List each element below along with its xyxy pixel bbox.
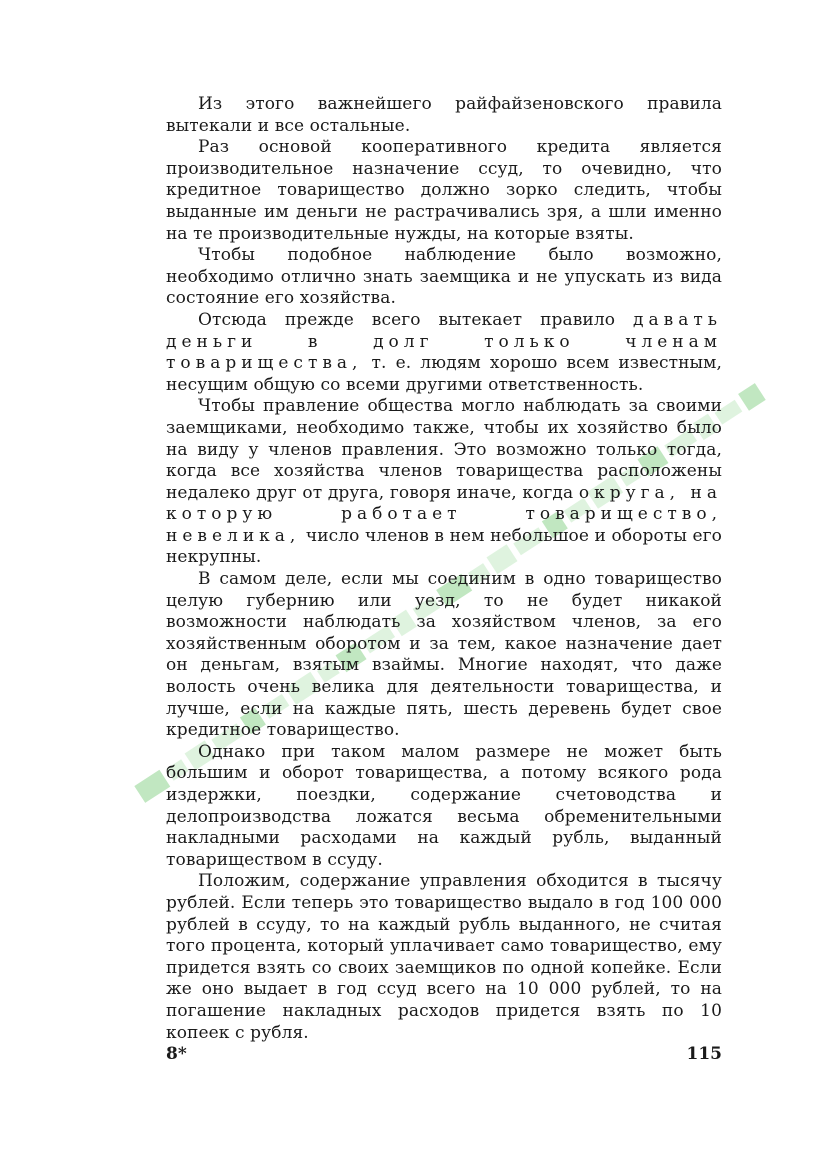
paragraph-5 (166, 396, 722, 569)
paragraph-5-text: Чтобы правление общества могло наблюдать за своими заемщиками, необходимо также, чтобы их хозяйство было на виду у членов правления. Это возможно только тогда, когда все хозяйства членов товарищества расположены недалеко друг от друга, говоря иначе, когда (166, 396, 722, 503)
watermark-block (738, 381, 767, 411)
page-footer (166, 1044, 722, 1068)
paragraph-4-spaced-rule: давать деньги в долг только членам товарищества, (166, 309, 722, 374)
paragraph-1 (166, 94, 722, 137)
paragraph-1-text: Из этого важнейшего райфайзеновского правила вытекали и все остальные. (166, 94, 722, 136)
paragraph-2 (166, 137, 722, 245)
paragraph-7-text: Однако при таком малом размере не может быть большим и оборот товарищества, а потому всякого рода издержки, поездки, содержание счетоводства и делопроизводства ложатся весьма обременительными накладными расходами на каждый рубль, выданный товариществом в ссуду. (166, 741, 722, 870)
body-text (166, 94, 722, 1044)
paragraph-4-text-end: т. е. людям хорошо всем известным, несущим общую со всеми другими ответственность. (166, 353, 722, 395)
paragraph-8 (166, 871, 722, 1044)
paragraph-3 (166, 245, 722, 310)
paragraph-8-text: Положим, содержание управления обходится в тысячу рублей. Если теперь это товарищество выдало в год 100 000 рублей в ссуду, то на каждый рубль выданного, не считая того процента, который уплачивает само товарищество, ему придется взять со своих заемщиков по одной копейке. Если же оно выдает в год ссуд всего на 10 000 рублей, то на погашение накладных расходов придется взять по 10 копеек с рубля. (166, 871, 722, 1043)
paragraph-3-text: Чтобы подобное наблюдение было возможно, необходимо отлично знать заемщика и не упускать из вида состояние его хозяйства. (166, 245, 722, 309)
paragraph-2-text: Раз основой кооперативного кредита является производительное назначение ссуд, то очевидно, что кредитное товарищество должно зорко следить, чтобы выданные им деньги не растрачивались зря, а шли именно на те производительные нужды, на которые взяты. (166, 137, 722, 244)
paragraph-7 (166, 742, 722, 872)
paragraph-4 (166, 310, 722, 396)
paragraph-5-spaced-rule: округа, на которую работает товарищество, невелика, (166, 482, 722, 546)
paragraph-5-text-end: число членов в нем небольшое и обороты его некрупны. (166, 525, 722, 568)
watermark-block (134, 770, 170, 803)
paragraph-4-text: Отсюда прежде всего вытекает правило (198, 309, 634, 330)
page-number: 115 (686, 1044, 722, 1064)
signature-mark: 8* (166, 1044, 187, 1064)
paragraph-6-text: В самом деле, если мы соединим в одно товарищество целую губернию или уезд, то не будет никакой возможности наблюдать за хозяйством членов, за его хозяйственным оборотом и за тем, какое назначение дает он деньгам, взятым взаймы. Многие находят, что даже волость очень велика для деятельности товарищества, и лучше, если на каждые пять, шесть деревень будет свое кредитное товарищество. (166, 569, 722, 741)
paragraph-6 (166, 569, 722, 742)
